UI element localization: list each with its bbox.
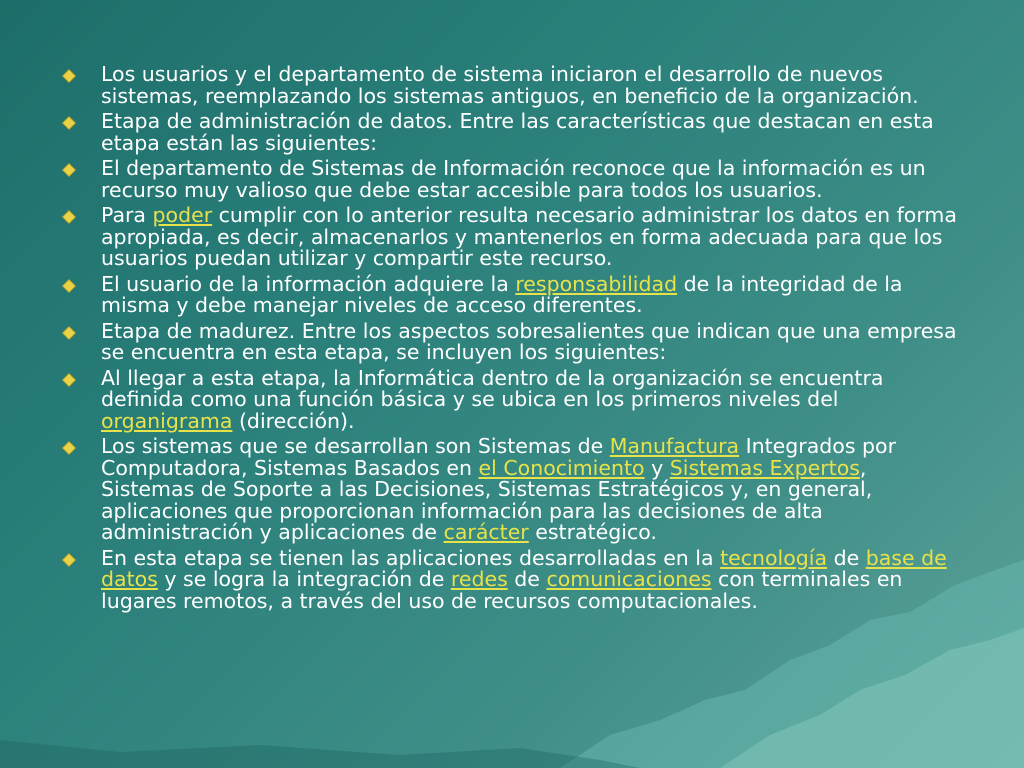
diamond-bullet-icon [62, 163, 76, 177]
bullet-item [60, 271, 960, 317]
inline-link[interactable]: organigrama [101, 408, 233, 433]
bullet-text: , Sistemas de Soporte a las Decisiones, Sistemas Estratégicos y, en general, aplicaciones que proporcionan información para las decisiones de alta administración y aplicaciones de [101, 455, 873, 544]
diamond-bullet-icon [62, 441, 76, 455]
bullet-text: con terminales en lugares remotos, a través del uso de recursos computacionales. [101, 567, 903, 613]
diamond-bullet-icon [62, 279, 76, 293]
bullet-text: y se logra la integración de [157, 567, 451, 591]
iceberg-shadow [0, 740, 640, 768]
bullet-item [60, 158, 960, 201]
diamond-bullet-icon [62, 553, 76, 567]
bullet-list [60, 64, 960, 616]
bullet-item [60, 64, 960, 107]
bullet-item [60, 365, 960, 433]
bullet-text: Integrados por Computadora, Sistemas Basados en [101, 434, 897, 480]
inline-link[interactable]: comunicaciones [546, 567, 712, 591]
bullet-text: Los usuarios y el departamento de sistema iniciaron el desarrollo de nuevos sistemas, reemplazando los sistemas antiguos, en beneficio de la organización. [101, 62, 919, 108]
bullet-text: de [507, 567, 547, 591]
bullet-item [60, 318, 960, 364]
bullet-text: (dirección). [232, 408, 355, 433]
diamond-bullet-icon [62, 69, 76, 83]
bullet-text: Para [101, 203, 153, 227]
bullet-text: y [644, 455, 670, 480]
bullet-text: cumplir con lo anterior resulta necesario administrar los datos en forma apropiada, es decir, almacenarlos y mantenerlos en forma adecuada para que los usuarios puedan utilizar y compartir este recurso. [101, 203, 957, 270]
inline-link[interactable]: redes [450, 567, 508, 591]
bullet-text: de la integridad de la misma y debe manejar niveles de acceso diferentes. [101, 271, 903, 317]
inline-link[interactable]: carácter [443, 520, 529, 544]
inline-link[interactable]: tecnología [720, 545, 828, 570]
bullet-text: Al llegar a esta etapa, la Informática dentro de la organización se encuentra definida como una función básica y se ubica en los primeros niveles del [101, 365, 884, 411]
bullet-text: En esta etapa se tienen las aplicaciones desarrolladas en la [101, 545, 721, 570]
bullet-text: de [827, 545, 866, 570]
bullet-text: El usuario de la información adquiere la [101, 271, 516, 296]
bullet-text: Etapa de administración de datos. Entre las características que destacan en esta etapa están las siguientes: [101, 109, 934, 155]
bullet-text: Los sistemas que se desarrollan son Sistemas de [101, 434, 610, 458]
inline-link[interactable]: responsabilidad [515, 271, 678, 296]
bullet-item [60, 111, 960, 154]
inline-link[interactable]: Sistemas Expertos [669, 455, 860, 480]
diamond-bullet-icon [62, 116, 76, 130]
bullet-text: estratégico. [528, 520, 657, 544]
inline-link[interactable]: Manufactura [609, 434, 740, 458]
bullet-text: Etapa de madurez. Entre los aspectos sobresalientes que indican que una empresa se encuentra en esta etapa, se incluyen los siguientes: [101, 318, 957, 364]
inline-link[interactable]: poder [152, 203, 213, 227]
inline-link[interactable]: el Conocimiento [478, 455, 645, 480]
bullet-item [60, 436, 960, 544]
bullet-item [60, 205, 960, 270]
diamond-bullet-icon [62, 210, 76, 224]
bullet-item [60, 545, 960, 613]
inline-link[interactable]: base de datos [101, 545, 947, 591]
diamond-bullet-icon [62, 326, 76, 340]
bullet-text: El departamento de Sistemas de Información reconoce que la información es un recurso muy valioso que debe estar accesible para todos los usuarios. [101, 156, 926, 202]
diamond-bullet-icon [62, 373, 76, 387]
